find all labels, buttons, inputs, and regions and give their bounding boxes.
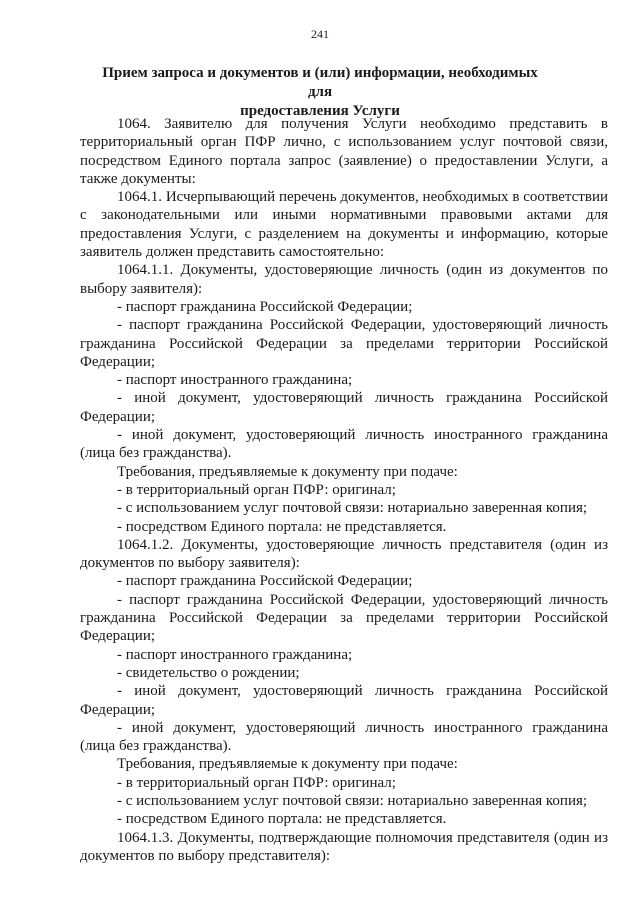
list-item: - паспорт иностранного гражданина; [117, 646, 353, 663]
paragraph: Требования, предъявляемые к документу при подаче: [117, 756, 458, 773]
paragraph: 1064. Заявителю для получения Услуги необходимо представить в территориальный орган ПФР лично, с использованием услуг почтовой связи, посредством Единого портала запрос (заявление) о предоставлении Услуги, а также документы: [80, 116, 608, 187]
section-title [100, 64, 540, 121]
paragraph: Требования, предъявляемые к документу при подаче: [117, 463, 458, 480]
list-item: - паспорт гражданина Российской Федерации; [117, 573, 413, 590]
list-item: - с использованием услуг почтовой связи: нотариально заверенная копия; [117, 500, 588, 517]
list-item: - паспорт гражданина Российской Федерации, удостоверяющий личность гражданина Российской Федерации за пределами территории Российской Федерации; [80, 317, 608, 370]
list-item: - паспорт иностранного гражданина; [117, 372, 353, 389]
list-item: - в территориальный орган ПФР: оригинал; [117, 774, 396, 791]
page-number: 241 [311, 27, 329, 41]
list-item: - иной документ, удостоверяющий личность иностранного гражданина (лица без гражданства). [80, 427, 608, 462]
section-title-line-2: предоставления Услуги [240, 103, 400, 119]
paragraph: 1064.1.3. Документы, подтверждающие полномочия представителя (один из документов по выбору представителя): [80, 829, 608, 864]
list-item: - паспорт гражданина Российской Федерации, удостоверяющий личность гражданина Российской Федерации за пределами территории Российской Федерации; [80, 591, 608, 645]
paragraph: 1064.1. Исчерпывающий перечень документов, необходимых в соответствии с законодательными или иными нормативными правовыми актами для предоставления Услуги, с разделением на документы и информацию, которые заявитель должен представить самостоятельно: [80, 189, 608, 261]
list-item: - иной документ, удостоверяющий личность иностранного гражданина (лица без гражданства). [80, 719, 608, 755]
list-item: - иной документ, удостоверяющий личность гражданина Российской Федерации; [80, 683, 608, 718]
list-item: - паспорт гражданина Российской Федерации; [117, 298, 413, 315]
list-item: - посредством Единого портала: не представляется. [117, 811, 447, 828]
list-item: - свидетельство о рождении; [117, 664, 300, 681]
document-body [80, 115, 608, 865]
list-item: - в территориальный орган ПФР: оригинал; [117, 481, 396, 498]
list-item: - иной документ, удостоверяющий личность гражданина Российской Федерации; [80, 390, 608, 425]
paragraph: 1064.1.2. Документы, удостоверяющие личность представителя (один из документов по выбору заявителя): [80, 536, 608, 572]
paragraph: 1064.1.1. Документы, удостоверяющие личность (один из документов по выбору заявителя): [80, 262, 608, 297]
section-title-line-1: Прием запроса и документов и (или) информации, необходимых для [102, 65, 538, 100]
list-item: - с использованием услуг почтовой связи: нотариально заверенная копия; [117, 792, 588, 809]
list-item: - посредством Единого портала: не представляется. [117, 518, 447, 535]
